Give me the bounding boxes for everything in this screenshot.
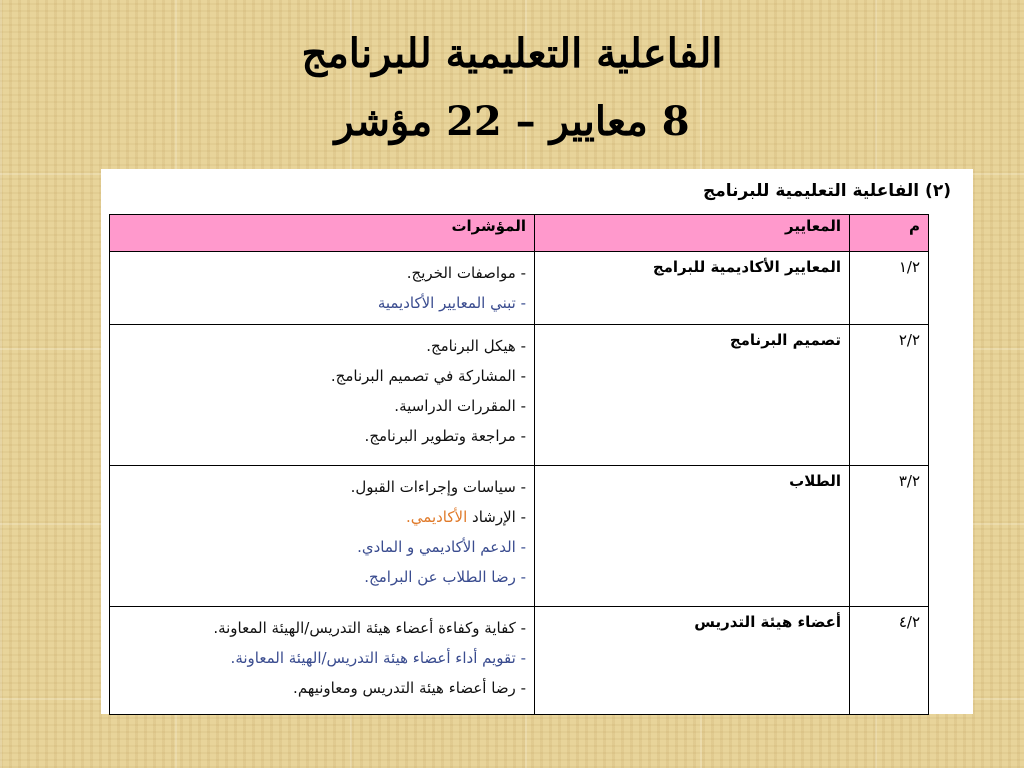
indicator-item: - الدعم الأكاديمي و المادي.	[118, 532, 526, 562]
row-standard: المعايير الأكاديمية للبرامج	[535, 252, 850, 325]
row-num: ١/٢	[850, 252, 929, 325]
slide-title-line1: الفاعلية التعليمية للبرنامج	[301, 30, 723, 77]
indicator-item: - مواصفات الخريج.	[118, 258, 526, 288]
header-num: م	[850, 215, 929, 252]
table-row	[110, 466, 929, 607]
row-num: ٣/٢	[850, 466, 929, 607]
row-num: ٤/٢	[850, 607, 929, 715]
indicator-item: - سياسات وإجراءات القبول.	[118, 472, 526, 502]
row-indicators	[110, 607, 535, 715]
row-num: ٢/٢	[850, 325, 929, 466]
indicator-item: - المشاركة في تصميم البرنامج.	[118, 361, 526, 391]
indicator-text-part: الإرشاد	[472, 508, 516, 526]
section-heading: (٢) الفاعلية التعليمية للبرنامج	[703, 181, 951, 201]
table-row	[110, 252, 929, 325]
indicator-item: - مراجعة وتطوير البرنامج.	[118, 421, 526, 451]
indicator-item: - رضا أعضاء هيئة التدريس ومعاونيهم.	[118, 673, 526, 703]
table-panel	[101, 169, 973, 714]
indicator-item: - المقررات الدراسية.	[118, 391, 526, 421]
row-standard: أعضاء هيئة التدريس	[535, 607, 850, 715]
row-indicators	[110, 466, 535, 607]
indicator-item: - رضا الطلاب عن البرامج.	[118, 562, 526, 592]
table-header-row	[110, 215, 929, 252]
header-indicators: المؤشرات	[110, 215, 535, 252]
indicator-highlight: الأكاديمي.	[406, 508, 468, 526]
table-row	[110, 607, 929, 715]
row-indicators	[110, 325, 535, 466]
indicator-item: - كفاية وكفاءة أعضاء هيئة التدريس/الهيئة المعاونة.	[118, 613, 526, 643]
row-standard: تصميم البرنامج	[535, 325, 850, 466]
indicator-item: - تقويم أداء أعضاء هيئة التدريس/الهيئة المعاونة.	[118, 643, 526, 673]
header-standard: المعايير	[535, 215, 850, 252]
slide-title-line2: 8 معايير – 22 مؤشر	[334, 98, 690, 145]
indicator-item: - تبني المعايير الأكاديمية	[118, 288, 526, 318]
standards-table	[109, 214, 929, 715]
table-row	[110, 325, 929, 466]
row-indicators	[110, 252, 535, 325]
indicator-item	[118, 502, 526, 532]
row-standard: الطلاب	[535, 466, 850, 607]
indicator-item: - هيكل البرنامج.	[118, 331, 526, 361]
